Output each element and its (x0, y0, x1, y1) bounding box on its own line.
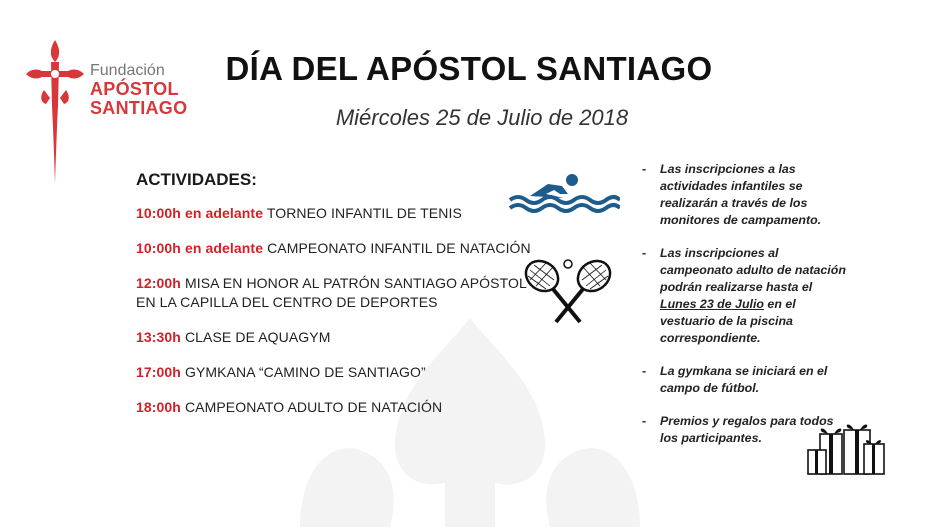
note-dash: - (642, 246, 647, 260)
activity-item (136, 328, 536, 347)
note-text: Las inscripciones al campeonato adulto de natación podrán realizarse hasta el (660, 246, 846, 294)
page-title: DÍA DEL APÓSTOL SANTIAGO (225, 50, 713, 87)
note-item (642, 363, 848, 397)
activity-item (136, 274, 536, 312)
activity-time: 12:00h (136, 275, 181, 291)
activity-time: 17:00h (136, 364, 181, 380)
note-item (642, 245, 848, 347)
note-dash: - (642, 414, 647, 428)
activity-time: 10:00h en adelante (136, 205, 264, 221)
notes-list (642, 161, 848, 463)
logo-line-fundacion: Fundación (90, 62, 165, 79)
swimmer-icon (508, 172, 620, 214)
note-deadline-date: Lunes 23 de Julio (660, 297, 764, 311)
activity-item (136, 398, 536, 417)
tennis-rackets-icon (518, 256, 618, 326)
activity-time: 18:00h (136, 399, 181, 415)
gift-boxes-icon (806, 420, 890, 476)
activity-text: GYMKANA “CAMINO DE SANTIAGO” (180, 364, 426, 380)
activity-text: CAMPEONATO ADULTO DE NATACIÓN (180, 399, 443, 415)
activity-item (136, 239, 536, 258)
activity-time: 10:00h en adelante (136, 240, 264, 256)
logo-line-apostol: APÓSTOL (90, 78, 179, 99)
note-dash: - (642, 162, 647, 176)
activity-item (136, 204, 536, 223)
note-text: en el vestuario de la piscina correspondiente. (660, 297, 796, 345)
note-text: Premios y regalos para todos los participantes. (660, 414, 834, 445)
activities-list (136, 170, 536, 433)
note-text: La gymkana se iniciará en el campo de fútbol. (660, 364, 828, 395)
activities-heading: ACTIVIDADES: (136, 170, 257, 189)
activity-text: TORNEO INFANTIL DE TENIS (263, 205, 462, 221)
activity-text: MISA EN HONOR AL PATRÓN SANTIAGO APÓSTOL EN LA CAPILLA DEL CENTRO DE DEPORTES (136, 275, 527, 310)
note-text: Las inscripciones a las actividades infantiles se realizarán a través de los monitores de campamento. (660, 162, 822, 227)
logo-line-santiago: SANTIAGO (90, 98, 188, 119)
page-subtitle-date: Miércoles 25 de Julio de 2018 (335, 105, 629, 130)
activity-text: CAMPEONATO INFANTIL DE NATACIÓN (263, 240, 531, 256)
activity-text: CLASE DE AQUAGYM (180, 329, 331, 345)
note-item (642, 161, 848, 229)
note-dash: - (642, 364, 647, 378)
activity-time: 13:30h (136, 329, 181, 345)
activity-item (136, 363, 536, 382)
